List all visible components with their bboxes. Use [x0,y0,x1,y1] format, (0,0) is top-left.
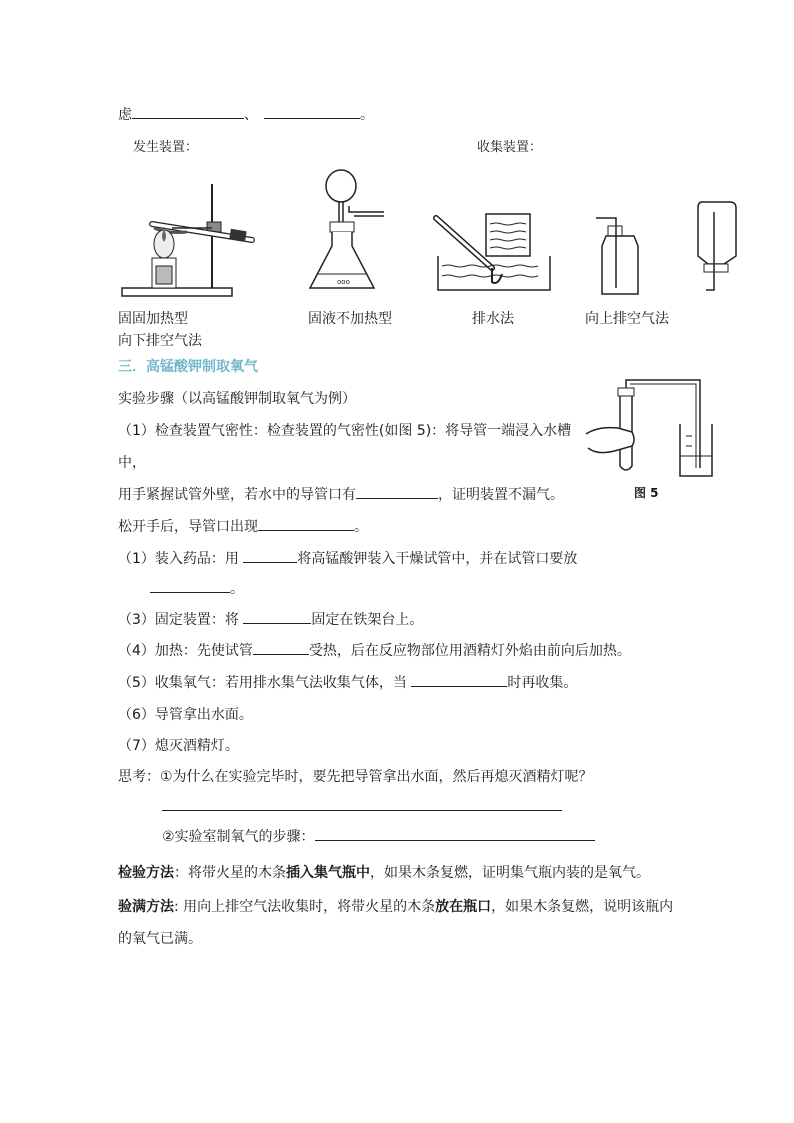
step1-line4: 松开手后，导管口出现 。 [118,516,368,536]
blank-collect[interactable] [411,672,507,687]
collector-label: 收集装置： [477,140,543,155]
step5-line: （5）收集氧气：若用排水集气法收集气体，当 时再收集。 [118,672,577,692]
solid-heating-apparatus [112,182,262,300]
blank-water-column[interactable] [258,516,354,531]
water-displacement-apparatus [432,208,556,298]
caption-upward-air: 向上排空气法 [585,311,669,327]
blank-heat[interactable] [253,640,309,655]
step1-line3: 用手紧握试管外壁，若水中的导管口有 ，证明装置不漏气。 [118,484,564,504]
full-method-line1: 验满方法: 用向上排空气法收集时，将带火星的木条放在瓶口，如果木条复燃，说明该瓶内 [118,899,674,915]
step7-line: （7）熄灭酒精灯。 [118,738,239,754]
caption-downward-air: 向下排空气法 [118,333,202,349]
figure-5-label: 图 5 [634,486,659,500]
top-fill-line: 虑 、 。 [118,104,374,124]
step1-line2: 中， [118,455,146,471]
blank-cotton[interactable] [150,578,230,593]
upward-air-apparatus [596,212,644,298]
full-method-line2: 的氧气已满。 [118,931,202,947]
svg-text:ooo: ooo [337,278,350,286]
generator-label: 发生装置： [133,140,199,155]
answer-line-2[interactable] [315,826,595,841]
downward-air-apparatus [694,198,740,298]
caption-water-displacement: 排水法 [472,311,514,327]
step2-line2: 。 [150,578,244,598]
step4-line: （4）加热：先使试管 受热，后在反应物部位用酒精灯外焰由前向后加热。 [118,640,631,660]
section-title: 三．高锰酸钾制取氧气 [118,359,258,375]
figure-5-airtightness-diagram [584,376,714,480]
think-q2: ②实验室制氧气的步骤： [162,826,595,846]
step1-line1: （1）检查装置气密性：检查装置的气密性(如图 5)：将导管一端浸入水槽 [118,423,572,439]
answer-line-1[interactable] [162,810,562,811]
solid-liquid-apparatus [304,168,396,298]
test-method-line: 检验方法：将带火星的木条插入集气瓶中，如果木条复燃，证明集气瓶内装的是氧气。 [118,865,650,881]
blank-bubbles[interactable] [356,484,438,499]
blank-fix[interactable] [243,609,311,624]
blank-tool[interactable] [243,548,297,563]
caption-solid-liquid: 固液不加热型 [308,311,392,327]
think-q1: 思考：①为什么在实验完毕时，要先把导管拿出水面，然后再熄灭酒精灯呢？ [118,769,593,785]
steps-intro: 实验步骤（以高锰酸钾制取氧气为例） [118,391,356,407]
blank-1[interactable] [132,104,244,119]
caption-solid-heating: 固固加热型 [118,311,188,327]
step3-line: （3）固定装置：将 固定在铁架台上。 [118,609,423,629]
step2-line1: （1）装入药品：用 将高锰酸钾装入干燥试管中，并在试管口要放 [118,548,577,568]
step6-line: （6）导管拿出水面。 [118,707,253,723]
blank-2[interactable] [264,104,360,119]
